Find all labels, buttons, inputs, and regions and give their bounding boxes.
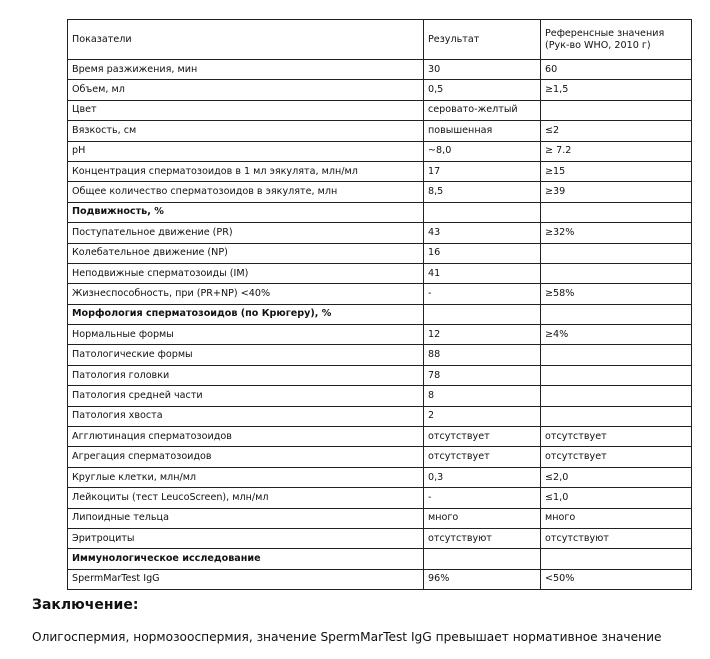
result-cell: ~8,0 (424, 141, 541, 161)
indicator-cell: Нормальные формы (68, 325, 424, 345)
indicator-cell: Концентрация сперматозоидов в 1 мл эякулята, млн/мл (68, 161, 424, 181)
reference-cell: ≥39 (541, 182, 692, 202)
reference-cell: ≥32% (541, 223, 692, 243)
table-row (68, 121, 692, 141)
result-cell: 43 (424, 223, 541, 243)
reference-cell (541, 345, 692, 365)
reference-cell: 60 (541, 60, 692, 80)
indicator-cell: Вязкость, см (68, 121, 424, 141)
header-reference-line1: Референсные значения (545, 27, 665, 39)
table-row (68, 243, 692, 263)
conclusion-text: Олигоспермия, нормозооспермия, значение SpermMarTest IgG превышает нормативное значение (32, 630, 662, 644)
results-table (67, 19, 692, 590)
header-result: Результат (424, 20, 541, 60)
table-row (68, 508, 692, 528)
reference-cell: ≤2 (541, 121, 692, 141)
reference-cell: <50% (541, 569, 692, 589)
table-row (68, 528, 692, 548)
result-cell: 41 (424, 263, 541, 283)
indicator-cell: Поступательное движение (PR) (68, 223, 424, 243)
reference-cell: ≥58% (541, 284, 692, 304)
indicator-cell: Эритроциты (68, 528, 424, 548)
reference-cell (541, 243, 692, 263)
result-cell: - (424, 488, 541, 508)
table-row (68, 284, 692, 304)
indicator-cell: Колебательное движение (NP) (68, 243, 424, 263)
indicator-cell: Лейкоциты (тест LeucoScreen), млн/мл (68, 488, 424, 508)
reference-cell: ≥4% (541, 325, 692, 345)
indicator-cell: Подвижность, % (68, 202, 424, 222)
indicator-cell: Патология хвоста (68, 406, 424, 426)
table-row (68, 447, 692, 467)
table-row (68, 141, 692, 161)
result-cell: серовато-желтый (424, 100, 541, 120)
indicator-cell: Общее количество сперматозоидов в эякуляте, млн (68, 182, 424, 202)
reference-cell: ≥1,5 (541, 80, 692, 100)
result-cell: 88 (424, 345, 541, 365)
table-row (68, 427, 692, 447)
result-cell: много (424, 508, 541, 528)
result-cell: 0,5 (424, 80, 541, 100)
result-cell: - (424, 284, 541, 304)
table-row (68, 325, 692, 345)
reference-cell (541, 549, 692, 569)
table-row (68, 80, 692, 100)
table-header-row (68, 20, 692, 60)
reference-cell: отсутствует (541, 447, 692, 467)
reference-cell: отсутствуют (541, 528, 692, 548)
indicator-cell: pH (68, 141, 424, 161)
table-row (68, 100, 692, 120)
reference-cell: ≥15 (541, 161, 692, 181)
reference-cell (541, 365, 692, 385)
table-row (68, 406, 692, 426)
reference-cell (541, 386, 692, 406)
table-row (68, 569, 692, 589)
result-cell: 0,3 (424, 467, 541, 487)
indicator-cell: Иммунологическое исследование (68, 549, 424, 569)
table-row (68, 182, 692, 202)
table-row (68, 263, 692, 283)
conclusion-heading: Заключение: (32, 597, 139, 613)
table-row (68, 488, 692, 508)
result-cell: 12 (424, 325, 541, 345)
indicator-cell: Агрегация сперматозоидов (68, 447, 424, 467)
indicator-cell: Морфология сперматозоидов (по Крюгеру), % (68, 304, 424, 324)
result-cell (424, 304, 541, 324)
table-row (68, 161, 692, 181)
reference-cell (541, 202, 692, 222)
header-reference-line2: (Рук-во WHO, 2010 г) (545, 39, 651, 51)
table-row (68, 345, 692, 365)
indicator-cell: Липоидные тельца (68, 508, 424, 528)
result-cell: 96% (424, 569, 541, 589)
indicator-cell: Агглютинация сперматозоидов (68, 427, 424, 447)
result-cell: 78 (424, 365, 541, 385)
indicator-cell: Патологические формы (68, 345, 424, 365)
indicator-cell: Круглые клетки, млн/мл (68, 467, 424, 487)
result-cell: 8 (424, 386, 541, 406)
result-cell (424, 549, 541, 569)
section-row (68, 202, 692, 222)
reference-cell (541, 304, 692, 324)
result-cell: отсутствует (424, 427, 541, 447)
header-indicator: Показатели (68, 20, 424, 60)
indicator-cell: Цвет (68, 100, 424, 120)
reference-cell (541, 406, 692, 426)
indicator-cell: SpermMarTest IgG (68, 569, 424, 589)
reference-cell (541, 263, 692, 283)
indicator-cell: Объем, мл (68, 80, 424, 100)
table-row (68, 365, 692, 385)
reference-cell: ≤1,0 (541, 488, 692, 508)
result-cell: 30 (424, 60, 541, 80)
result-cell: повышенная (424, 121, 541, 141)
result-cell: 2 (424, 406, 541, 426)
result-cell (424, 202, 541, 222)
indicator-cell: Время разжижения, мин (68, 60, 424, 80)
indicator-cell: Патология головки (68, 365, 424, 385)
reference-cell: отсутствует (541, 427, 692, 447)
table-row (68, 223, 692, 243)
result-cell: отсутствуют (424, 528, 541, 548)
table-row (68, 467, 692, 487)
result-cell: 8,5 (424, 182, 541, 202)
result-cell: 17 (424, 161, 541, 181)
reference-cell: ≥ 7.2 (541, 141, 692, 161)
table-row (68, 60, 692, 80)
section-row (68, 549, 692, 569)
indicator-cell: Жизнеспособность, при (PR+NP) <40% (68, 284, 424, 304)
results-table-body (68, 20, 692, 590)
section-row (68, 304, 692, 324)
result-cell: 16 (424, 243, 541, 263)
indicator-cell: Патология средней части (68, 386, 424, 406)
reference-cell: много (541, 508, 692, 528)
table-row (68, 386, 692, 406)
reference-cell: ≤2,0 (541, 467, 692, 487)
indicator-cell: Неподвижные сперматозоиды (IM) (68, 263, 424, 283)
result-cell: отсутствует (424, 447, 541, 467)
reference-cell (541, 100, 692, 120)
header-reference (541, 20, 692, 60)
